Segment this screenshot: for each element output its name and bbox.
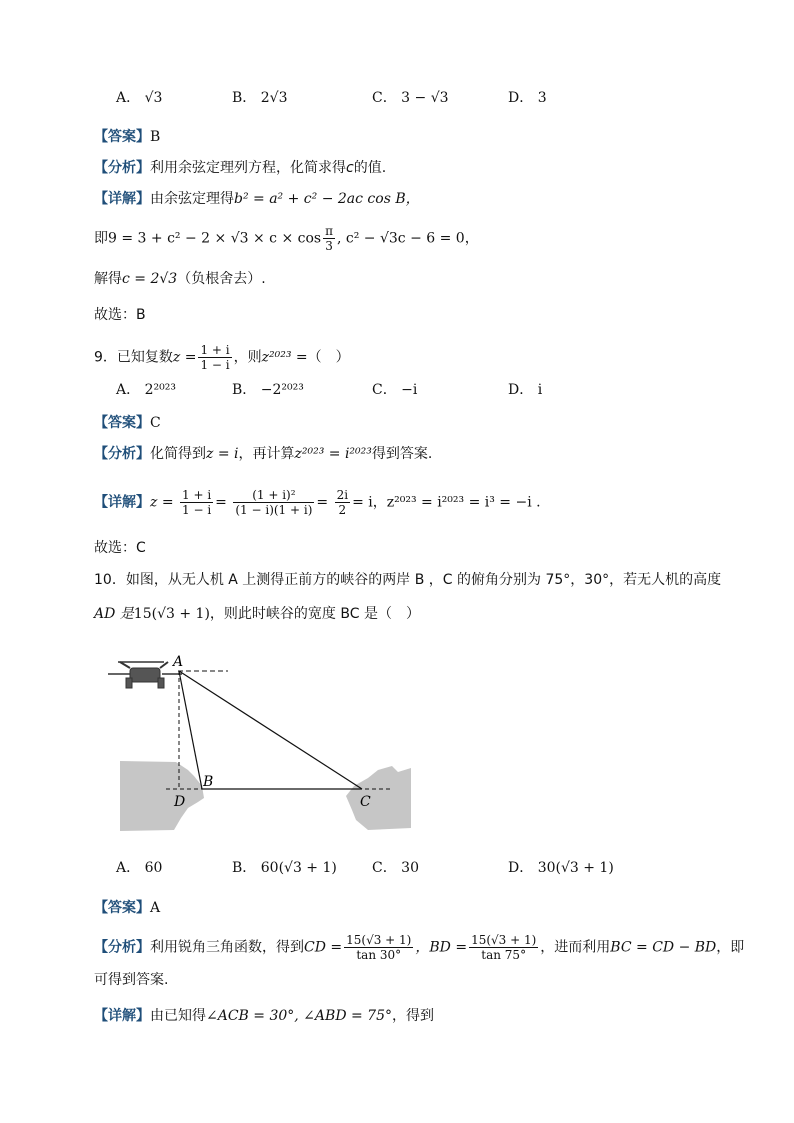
q10-option-a: A． 60: [116, 860, 163, 876]
q10-option-d: D． 30(√3 + 1): [508, 860, 614, 876]
q9-option-c: C． −i: [372, 382, 418, 398]
q8-detail-line2: 即9 = 3 + c² − 2 × √3 × c × cos $\frac{\pi}{3}$ , c² − √3c − 6 = 0，: [94, 224, 479, 253]
q8-analysis: 【分析】利用余弦定理列方程，化简求得c的值.: [94, 160, 387, 176]
label-c: C: [360, 794, 371, 810]
q9-stem: 9．已知复数z = $\frac{1 + i}{1 - i}$ ，则z²⁰²³ =（ ）: [94, 343, 350, 372]
q10-answer: 【答案】A: [94, 900, 161, 916]
q8-choose: 故选：B: [94, 307, 146, 323]
q9-option-a: A． 2²⁰²³: [116, 382, 176, 398]
q10-detail: 【详解】由已知得∠ACB = 30°, ∠ABD = 75°，得到: [94, 1008, 434, 1024]
label-a: A: [173, 654, 184, 670]
q10-analysis-line2: 可得到答案.: [94, 972, 169, 988]
q9-analysis: 【分析】化简得到z = i，再计算z²⁰²³ = i²⁰²³得到答案.: [94, 446, 433, 462]
q8-answer: 【答案】B: [94, 129, 161, 145]
q10-stem-line2: AD 是15(√3 + 1)，则此时峡谷的宽度 BC 是（ ）: [94, 606, 420, 622]
q10-figure: [106, 648, 416, 833]
q9-answer: 【答案】C: [94, 415, 161, 431]
label-b: B: [203, 774, 214, 790]
label-d: D: [174, 794, 186, 810]
right-cliff: [346, 766, 411, 830]
q9-detail: 【详解】z = $\frac{1 + i}{1 - i}$ = $\frac{\text{(1 + i)²}}{(1 - i)(1 + i)}$ = $\frac{2i}{2}$ = i，z²⁰²³ = i²⁰²³ = i³ = −i .: [94, 488, 541, 517]
q10-stem-line1: 10．如图，从无人机 A 上测得正前方的峡谷的两岸 B ，C 的俯角分别为 75°，30°，若无人机的高度: [94, 572, 722, 588]
q8-option-c: C． 3 − √3: [372, 90, 449, 106]
drone-icon: [108, 662, 182, 688]
q8-detail: 【详解】由余弦定理得b² = a² + c² − 2ac cos B，: [94, 191, 420, 207]
left-cliff: [120, 761, 204, 831]
q9-option-d: D． i: [508, 382, 543, 398]
q8-option-d: D． 3: [508, 90, 547, 106]
q10-analysis: 【分析】利用锐角三角函数，得到CD = $\frac{15(√3 + 1)}{\tan 30^\circ}$ ，BD = $\frac{15(√3 + 1)}{\tan 75^\circ}$ ，进而利用BC = CD − BD，即: [94, 933, 745, 962]
segment-ac: [179, 671, 362, 789]
q8-option-a: A． √3: [116, 90, 163, 106]
q10-option-b: B． 60(√3 + 1): [232, 860, 337, 876]
q8-detail-line3: 解得c = 2√3（负根舍去）.: [94, 271, 266, 287]
q8-option-b: B． 2√3: [232, 90, 288, 106]
q9-option-b: B． −2²⁰²³: [232, 382, 304, 398]
q10-option-c: C． 30: [372, 860, 419, 876]
q9-choose: 故选：C: [94, 540, 146, 556]
